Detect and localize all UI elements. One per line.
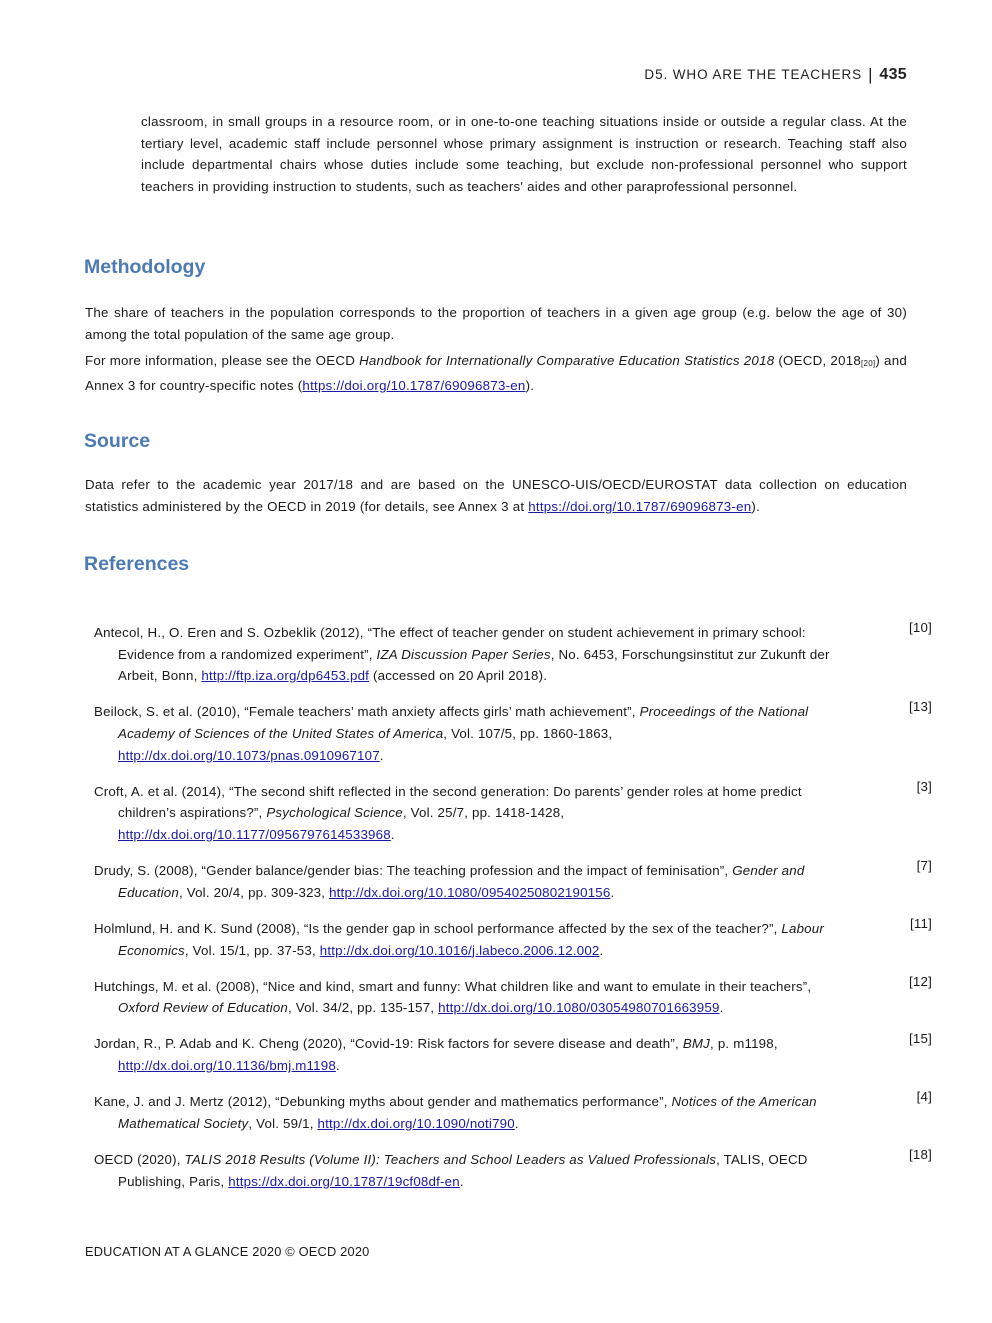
reference-item: Drudy, S. (2008), “Gender balance/gender bias: The teaching profession and the impact of feminisation”, Gender and Education, Vol. 20/4, pp. 309-323, http://dx.doi.org/10.1080/09540250802190156. [7] xyxy=(94,860,844,903)
reference-item: Beilock, S. et al. (2010), “Female teachers’ math anxiety affects girls’ math achievement”, Proceedings of the National Academy of Sciences of the United States of America, Vol. 107/5, pp. 1860-1863, http://dx.doi.org/10.1073/pnas.0910967107. [13] xyxy=(94,701,844,766)
intro-paragraph: classroom, in small groups in a resource room, or in one-to-one teaching situations inside or outside a regular class. At the tertiary level, academic staff include personnel whose primary assignment is instruction or research. Teaching staff also include departmental chairs whose duties include some teaching, but exclude non-professional personnel who support teachers in providing instruction to students, such as teachers' aides and other paraprofessional personnel. xyxy=(141,114,907,195)
reference-number: [4] xyxy=(916,1089,932,1105)
handbook-title: Handbook for Internationally Comparative Education Statistics 2018 xyxy=(359,353,775,368)
references-heading: References xyxy=(84,553,190,575)
reference-item: Hutchings, M. et al. (2008), “Nice and kind, smart and funny: What children like and want to emulate in their teachers”, Oxford Review of Education, Vol. 34/2, pp. 135-157, http://dx.doi.org/10.1080/03054980701663959. [12] xyxy=(94,976,844,1019)
reference-link[interactable]: http://dx.doi.org/10.1136/bmj.m1198 xyxy=(118,1058,336,1074)
reference-link[interactable]: http://dx.doi.org/10.1073/pnas.0910967107 xyxy=(118,747,380,763)
reference-number: [10] xyxy=(909,620,932,635)
reference-number: [11] xyxy=(910,915,932,931)
annex-link[interactable]: https://doi.org/10.1787/69096873-en xyxy=(302,377,526,393)
reference-number: [7] xyxy=(916,858,932,874)
reference-item: Antecol, H., O. Eren and S. Ozbeklik (2012), “The effect of teacher gender on student achievement in primary school: Evidence from a randomized experiment”, IZA Discussion Paper Series, No. 6453, Forschungsinstitut zur Zukunft der Arbeit, Bonn, http://ftp.iza.org/dp6453.pdf (accessed on 20 April 2018). [10] xyxy=(94,622,844,687)
methodology-paragraph-1: The share of teachers in the population corresponds to the proportion of teachers in a given age group (e.g. below the age of 30) among the total population of the same age group. xyxy=(85,305,907,342)
section-title: D5. WHO ARE THE TEACHERS xyxy=(644,67,863,82)
reference-number: [18] xyxy=(909,1147,932,1163)
reference-number: [15] xyxy=(909,1031,932,1047)
methodology-heading: Methodology xyxy=(84,256,206,278)
reference-number: [3] xyxy=(916,778,932,794)
page-footer: EDUCATION AT A GLANCE 2020 © OECD 2020 xyxy=(85,1244,370,1259)
reference-link[interactable]: http://dx.doi.org/10.1080/03054980701663959 xyxy=(438,1000,720,1016)
reference-item: OECD (2020), TALIS 2018 Results (Volume II): Teachers and School Leaders as Valued Professionals, TALIS, OECD Publishing, Paris, https://dx.doi.org/10.1787/19cf08df-en. [18] xyxy=(94,1149,844,1192)
reference-item: Kane, J. and J. Mertz (2012), “Debunking myths about gender and mathematics performance”, Notices of the American Mathematical Society, Vol. 59/1, http://dx.doi.org/10.1090/noti790. [4] xyxy=(94,1091,844,1134)
running-header xyxy=(644,64,907,84)
methodology-paragraph-2: For more information, please see the OECD Handbook for Internationally Comparative Education Statistics 2018 (OECD, $2018_{[20]}$) and Annex 3 for country-specific notes (https://doi.org/10.1787/69096873-en). xyxy=(85,353,907,393)
reference-list xyxy=(94,620,932,1207)
reference-number: [13] xyxy=(909,699,932,715)
reference-number: [12] xyxy=(909,973,932,989)
citation-marker: [20] xyxy=(861,359,876,368)
header-separator: | xyxy=(868,65,874,84)
source-annex-link[interactable]: https://doi.org/10.1787/69096873-en xyxy=(528,498,752,514)
reference-link[interactable]: http://ftp.iza.org/dp6453.pdf xyxy=(201,668,370,684)
reference-item: Jordan, R., P. Adab and K. Cheng (2020), “Covid-19: Risk factors for severe disease and death”, BMJ, p. m1198, http://dx.doi.org/10.1136/bmj.m1198. [15] xyxy=(94,1033,844,1076)
reference-link[interactable]: http://dx.doi.org/10.1080/09540250802190156 xyxy=(329,884,611,900)
source-paragraph: Data refer to the academic year 2017/18 and are based on the UNESCO-UIS/OECD/EUROSTAT data collection on education statistics administered by the OECD in 2019 (for details, see Annex 3 at https://doi.org/10.1787/69096873-en). xyxy=(85,477,907,514)
reference-link[interactable]: http://dx.doi.org/10.1090/noti790 xyxy=(317,1115,515,1131)
page-number: 435 xyxy=(879,66,907,83)
reference-link[interactable]: http://dx.doi.org/10.1016/j.labeco.2006.12.002 xyxy=(319,942,600,958)
reference-link[interactable]: https://dx.doi.org/10.1787/19cf08df-en xyxy=(228,1173,460,1189)
reference-link[interactable]: http://dx.doi.org/10.1177/0956797614533968 xyxy=(118,826,391,842)
reference-item: Holmlund, H. and K. Sund (2008), “Is the gender gap in school performance affected by the sex of the teacher?”, Labour Economics, Vol. 15/1, pp. 37-53, http://dx.doi.org/10.1016/j.labeco.2006.12.002. [11] xyxy=(94,918,844,961)
source-heading: Source xyxy=(84,430,151,452)
reference-item: Croft, A. et al. (2014), “The second shift reflected in the second generation: Do parents’ gender roles at home predict children’s aspirations?”, Psychological Science, Vol. 25/7, pp. 1418-1428, http://dx.doi.org/10.1177/0956797614533968. [3] xyxy=(94,781,844,846)
